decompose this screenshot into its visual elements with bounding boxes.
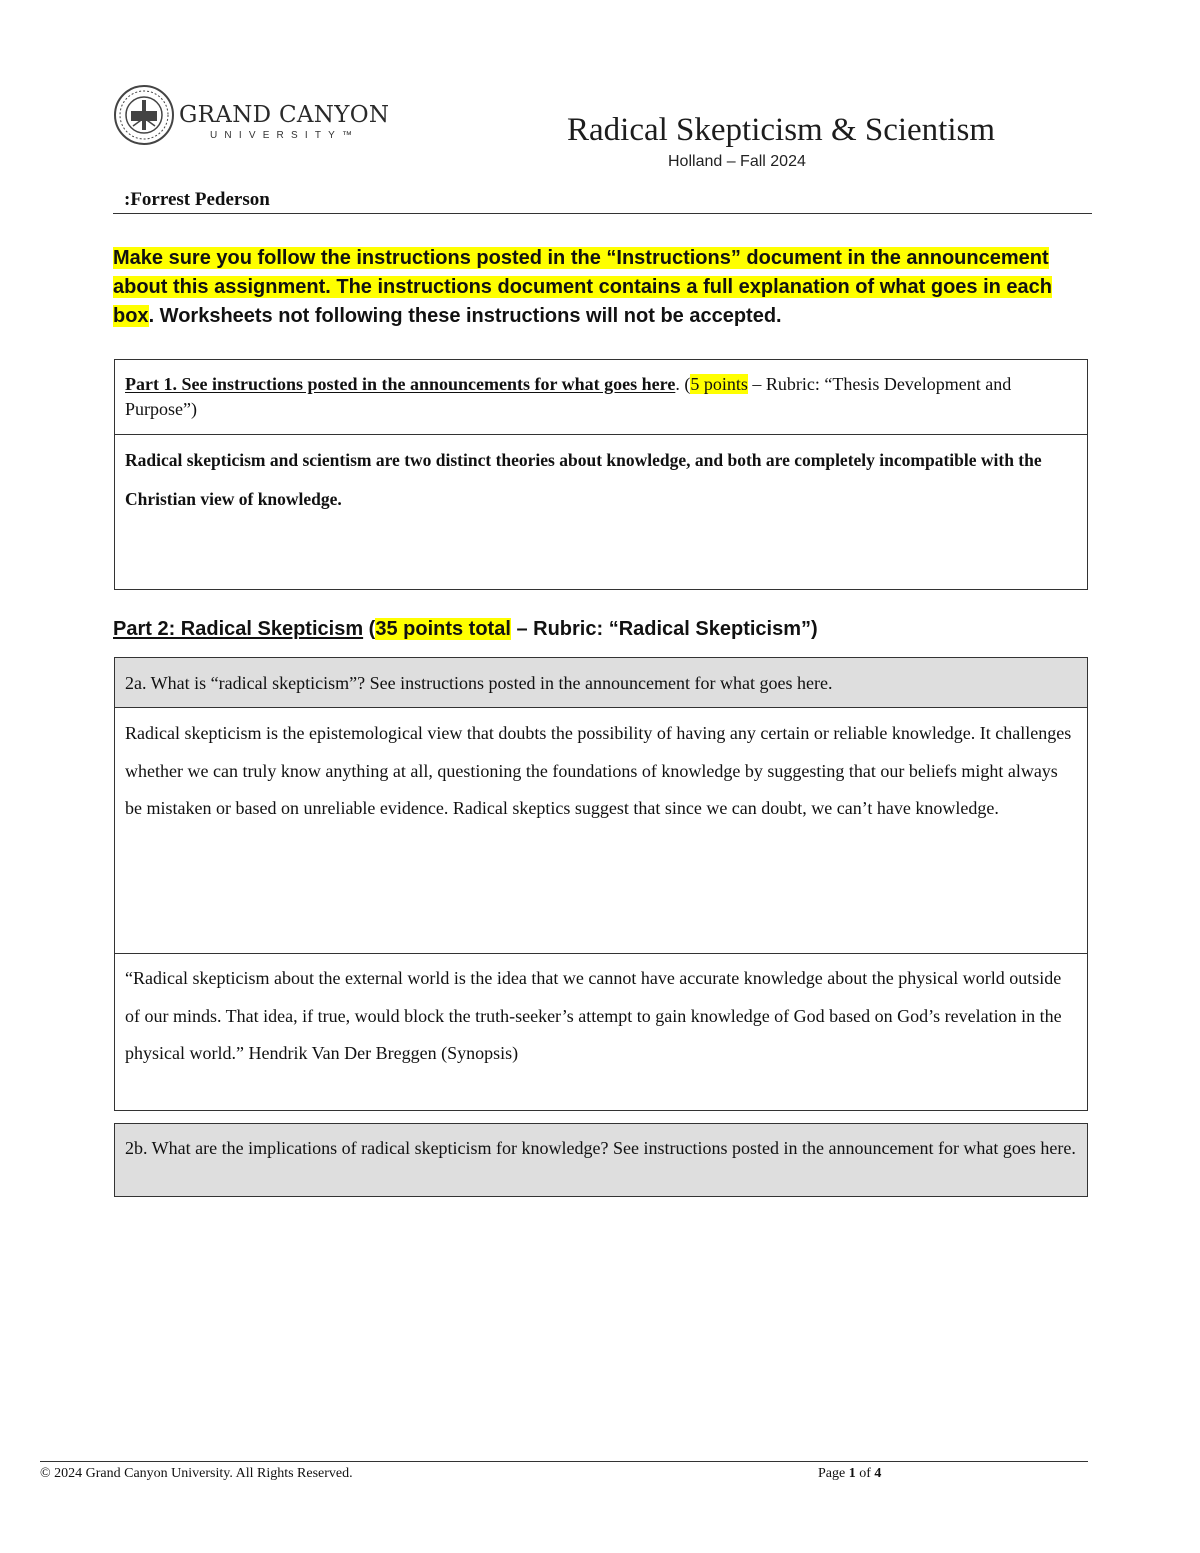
- part1-heading-mid: . (: [675, 374, 691, 394]
- part1-heading: Part 1. See instructions posted in the announcements for what goes here: [125, 374, 676, 394]
- q2a-divider: [115, 707, 1087, 708]
- part1-rubric: – Rubric: “Thesis Development and Purpose”): [125, 374, 1012, 419]
- answer-2a-divider: [115, 953, 1087, 954]
- university-logo: [113, 84, 403, 144]
- part2-points: 35 points total: [375, 618, 511, 640]
- part2a-box: [114, 657, 1088, 1111]
- question-2a: [115, 658, 1087, 707]
- part2-heading-open: (: [363, 618, 376, 640]
- footer-rule: [40, 1461, 1088, 1462]
- page-subtitle: Holland – Fall 2024: [668, 153, 806, 170]
- instructions-notice: [113, 244, 1088, 331]
- logo-name: GRAND CANYON: [179, 102, 390, 128]
- part1-box: [114, 359, 1088, 590]
- part1-divider: [115, 434, 1087, 435]
- university-seal-icon: [113, 84, 175, 146]
- page-total: 4: [874, 1466, 882, 1481]
- page-prefix: Page: [818, 1466, 849, 1481]
- footer-copyright: © 2024 Grand Canyon University. All Rights Reserved.: [40, 1466, 353, 1481]
- answer-2a-1[interactable]: Radical skepticism is the epistemological view that doubts the possibility of having any certain or reliable knowledge. It challenges whether we can truly know anything at all, questioning the foundations of knowledge by suggesting that our beliefs might always be mistaken or based on unreliable evidence. Radical skeptics suggest that since we can doubt, we can’t have knowledge.: [125, 723, 1072, 818]
- part1-answer[interactable]: Radical skepticism and scientism are two distinct theories about knowledge, and both are completely incompatible with the Christian view of knowledge.: [125, 450, 1042, 509]
- part2-heading: [113, 618, 818, 641]
- student-name: :Forrest Pederson: [124, 189, 270, 210]
- part1-heading-cell: [115, 372, 1087, 422]
- page-title: Radical Skepticism & Scientism: [567, 112, 996, 148]
- page-current: 1: [848, 1466, 856, 1481]
- part2-rubric: – Rubric: “Radical Skepticism”): [510, 618, 818, 640]
- logo-subtitle: UNIVERSITY™: [210, 130, 360, 141]
- page-of: of: [855, 1466, 875, 1481]
- answer-2a-2[interactable]: “Radical skepticism about the external world is the idea that we cannot have accurate knowledge about the physical world outside of our minds. That idea, if true, would block the truth-seeker’s attempt to gain knowledge of God based on God’s revelation in the physical world.” Hendrik Van Der Breggen (Synopsis): [125, 968, 1062, 1063]
- notice-highlighted: Make sure you follow the instructions posted in the “Instructions” document in the announcement about this assignment. The instructions document contains a full explanation of what goes in each box: [113, 247, 1053, 327]
- question-2b-box: [114, 1123, 1088, 1197]
- footer-page-number: [818, 1466, 881, 1482]
- part1-points: 5 points: [690, 374, 748, 394]
- header-rule: [113, 213, 1092, 214]
- part2-heading-title: Part 2: Radical Skepticism: [113, 618, 364, 640]
- question-2a-text: 2a. What is “radical skepticism”? See instructions posted in the announcement for what goes here.: [125, 673, 833, 693]
- question-2b: 2b. What are the implications of radical skepticism for knowledge? See instructions posted in the announcement for what goes here.: [125, 1138, 1076, 1158]
- notice-rest: . Worksheets not following these instructions will not be accepted.: [148, 305, 782, 327]
